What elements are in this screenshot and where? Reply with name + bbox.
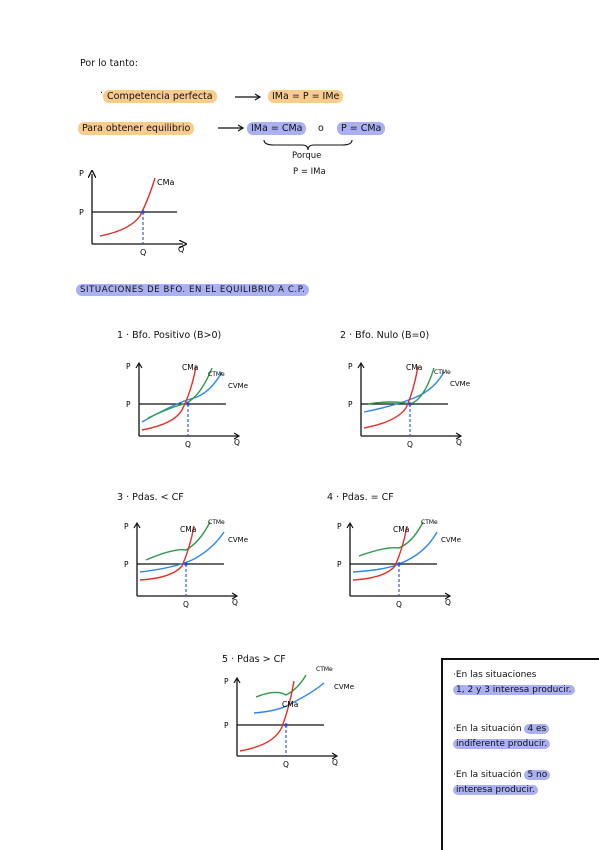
ctme-label: CTMe (421, 519, 438, 526)
main-graph (75, 168, 190, 258)
ctme-label: CTMe (208, 371, 225, 378)
note-3-prefix: ·En la situación (453, 770, 522, 780)
situation-5-title: 5 · Pdas > CF (222, 654, 286, 665)
ctme-curve (256, 675, 306, 697)
equation-p-cma: P = CMa (337, 122, 385, 135)
q-label: Q (140, 248, 147, 257)
equilibrium-point (186, 402, 190, 406)
brace-icon (262, 138, 354, 152)
p-label: P (126, 400, 131, 409)
cma-label: CMa (406, 363, 423, 372)
q-label: Q (183, 600, 189, 609)
arrow-right-icon (217, 123, 247, 133)
situation-3-graph (120, 520, 250, 610)
p-label: P (79, 208, 84, 217)
y-axis-label: P (337, 522, 342, 531)
situation-2-title: 2 · Bfo. Nulo (B=0) (340, 330, 430, 341)
notes-box (441, 658, 599, 850)
arrow-right-icon (234, 92, 264, 102)
cma-curve (100, 178, 155, 236)
section-title: SITUACIONES DE BFO. EN EL EQUILIBRIO A C.P. (76, 284, 309, 296)
equation-ima-cma: IMa = CMa (247, 122, 306, 135)
equilibrium-point (408, 402, 412, 406)
intro-text: Por lo tanto: (80, 58, 138, 69)
x-axis-label: Q (445, 598, 451, 607)
equality-label: IMa = P = IMe (268, 90, 343, 103)
cvme-curve (364, 372, 444, 412)
y-axis-label: P (126, 362, 131, 371)
equilibrium-point (284, 723, 288, 727)
situation-3-title: 3 · Pdas. < CF (117, 492, 184, 503)
equilibrium-point (397, 562, 401, 566)
note-1 (453, 668, 593, 698)
ctme-curve (368, 368, 434, 404)
x-axis-label: Q (234, 438, 240, 447)
y-axis-label: P (348, 362, 353, 371)
cma-label: CMa (157, 178, 175, 187)
cvme-label: CVMe (441, 536, 462, 544)
equilibrium-point (184, 562, 188, 566)
reason-porque: Porque (292, 151, 322, 161)
p-label: P (337, 560, 342, 569)
ctme-label: CTMe (316, 666, 333, 673)
x-axis-label: Q (332, 758, 338, 767)
situation-4-title: 4 · Pdas. = CF (327, 492, 394, 503)
note-2-prefix: ·En la situación (453, 724, 522, 734)
ctme-label: CTMe (434, 369, 451, 376)
note-3-highlight-a: 5 no (524, 770, 550, 780)
note-2-highlight-b: indiferente producir. (453, 739, 550, 749)
conjunction-o: o (318, 123, 324, 134)
cvme-curve (142, 372, 222, 422)
ctme-label: CTMe (208, 519, 225, 526)
situation-1-graph (122, 360, 252, 450)
reason-p-ima: P = IMa (293, 167, 326, 177)
cma-label: CMa (393, 525, 410, 534)
note-1-highlight: 1, 2 y 3 interesa producir. (453, 685, 575, 695)
x-axis-label: Q (456, 438, 462, 447)
y-axis-label: P (124, 522, 129, 531)
cvme-label: CVMe (334, 683, 355, 691)
note-2 (453, 722, 593, 752)
note-3 (453, 768, 593, 798)
p-label: P (348, 400, 353, 409)
q-label: Q (396, 600, 402, 609)
ctme-curve (359, 522, 423, 556)
situation-4-graph (333, 520, 463, 610)
q-label: Q (185, 440, 191, 449)
cvme-label: CVMe (228, 536, 249, 544)
note-1-prefix: ·En las situaciones (453, 670, 537, 680)
y-axis-label: P (224, 677, 229, 686)
situation-2-graph (344, 360, 474, 450)
q-label: Q (283, 760, 289, 769)
y-axis-label: P (79, 169, 84, 178)
situation-5-graph (220, 666, 355, 770)
p-label: P (124, 560, 129, 569)
cvme-label: CVMe (450, 380, 471, 388)
equilibrium-point (141, 210, 145, 214)
bullet: · (100, 88, 104, 99)
ctme-curve (146, 522, 210, 560)
cma-label: CMa (282, 700, 299, 709)
perfect-competition-label: Competencia perfecta (103, 90, 217, 103)
ctme-curve (148, 368, 212, 418)
note-2-highlight-a: 4 es (524, 724, 549, 734)
note-3-highlight-b: interesa producir. (453, 785, 538, 795)
cma-curve (364, 366, 418, 428)
cma-label: CMa (182, 363, 199, 372)
situation-1-title: 1 · Bfo. Positivo (B>0) (117, 330, 222, 341)
x-axis-label: Q (178, 245, 185, 254)
p-label: P (224, 721, 229, 730)
x-axis-label: Q (232, 598, 238, 607)
cvme-label: CVMe (228, 382, 249, 390)
q-label: Q (407, 440, 413, 449)
cma-label: CMa (180, 525, 197, 534)
equilibrium-label: Para obtener equilibrio (78, 122, 194, 135)
